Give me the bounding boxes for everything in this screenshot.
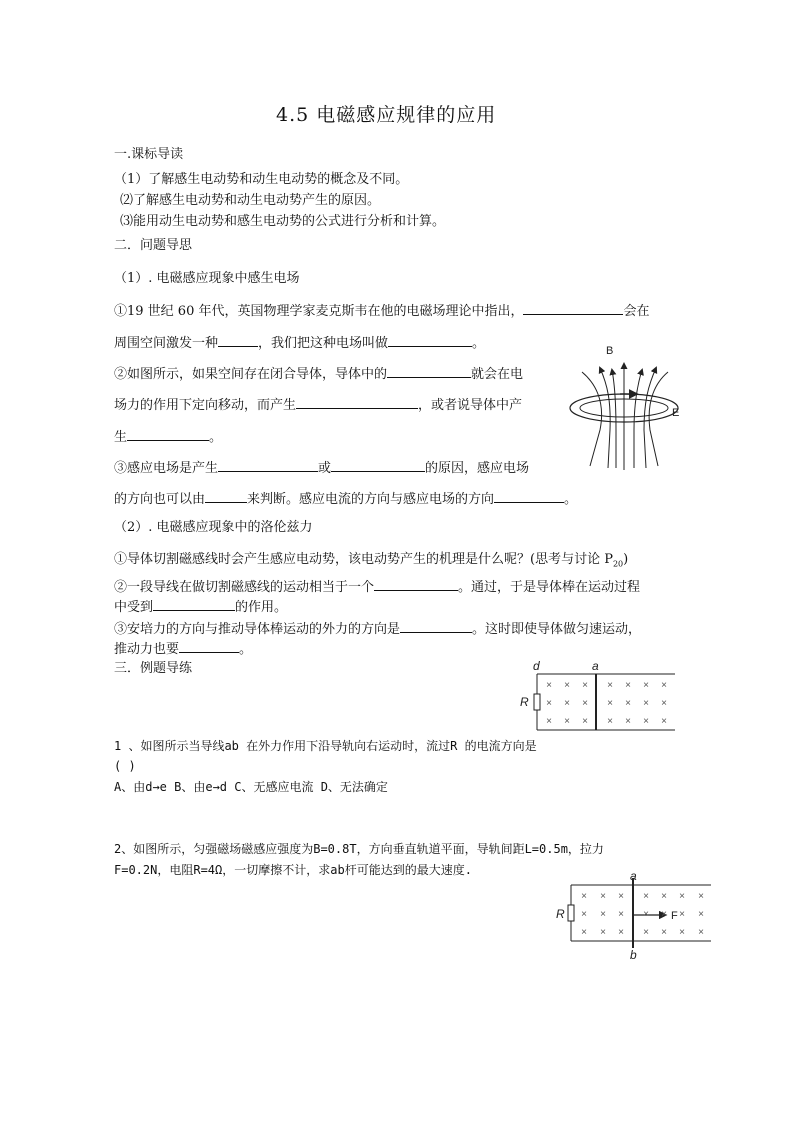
example-2-line-2: F=0.2N，电阻R=4Ω，一切摩擦不计，求ab杆可能达到的最大速度. [114,863,472,877]
field-cross-mark: × [625,716,631,727]
subsection-2: （2）. 电磁感应现象中的洛伦兹力 [114,520,313,535]
field-cross-mark: × [661,891,667,902]
question-2-line-1 [114,577,640,597]
blank-field[interactable] [494,489,564,503]
text: ③感应电场是产生 [114,461,219,476]
field-cross-mark: × [582,680,588,691]
text: 场力的作用下定向移动，而产生 [114,398,297,413]
blank-field[interactable] [218,458,318,472]
text: ②如图所示，如果空间存在闭合导体，导体中的 [114,367,388,382]
paragraph-3-line-1 [114,458,529,478]
resistor-r [534,694,540,710]
text: 来判断。感应电流的方向与感应电场的方向 [247,492,495,507]
text: 生 [114,430,128,445]
rails [568,878,711,948]
label-r: R [556,907,565,921]
induced-field-diagram [560,340,700,476]
field-cross-mark: × [546,698,552,709]
text: 。 [239,642,253,657]
magnetic-field-crosses [546,680,667,727]
paragraph-3-line-2 [114,489,577,509]
question-3-line-2 [114,639,252,659]
field-cross-mark: × [661,909,667,920]
text: 推动力也要 [114,642,180,657]
example-1-question: 1 、如图所示当导线ab 在外力作用下沿导轨向右运动时，流过R 的电流方向是 [114,739,537,753]
blank-field[interactable] [400,619,472,633]
field-cross-mark: × [661,716,667,727]
field-cross-mark: × [546,716,552,727]
subscript: 20 [612,559,624,569]
section-heading-3: 三．例题导练 [114,661,193,676]
field-cross-mark: × [582,698,588,709]
question-3-line-1 [114,619,641,639]
field-cross-mark: × [564,698,570,709]
paragraph-1-line-1 [114,301,650,321]
blank-field[interactable] [374,577,458,591]
field-cross-mark: × [600,909,606,920]
field-cross-mark: × [698,927,704,938]
blank-field[interactable] [388,333,472,347]
page-title: 4.5 电磁感应规律的应用 [276,104,497,126]
text: 中受到 [114,600,154,615]
field-cross-mark: × [600,891,606,902]
field-cross-mark: × [618,891,624,902]
blank-field[interactable] [153,597,235,611]
field-cross-mark: × [679,909,685,920]
objective-3: ⑶能用动生电动势和感生电动势的公式进行分析和计算。 [120,214,446,229]
rail-circuit-diagram-2 [553,870,713,960]
field-label-b: B [606,345,614,357]
label-f: F [671,910,678,922]
field-cross-mark: × [625,698,631,709]
field-cross-mark: × [618,909,624,920]
field-cross-mark: × [625,680,631,691]
blank-field[interactable] [331,458,425,472]
magnetic-field-crosses [581,891,704,938]
paragraph-2-line-3 [114,427,222,447]
text: 或 [318,461,332,476]
field-cross-mark: × [607,716,613,727]
label-d: d [533,659,540,673]
field-cross-mark: × [661,680,667,691]
field-cross-mark: × [698,909,704,920]
question-1 [114,551,628,574]
field-cross-mark: × [607,698,613,709]
field-cross-mark: × [643,680,649,691]
resistor-r [568,905,574,921]
rail-circuit-diagram-1 [515,658,680,734]
field-cross-mark: × [643,909,649,920]
paragraph-1-line-2 [114,333,485,353]
example-2-line-1: 2、如图所示，匀强磁场磁感应强度为B=0.8T，方向垂直轨道平面，导轨间距L=0.5m，拉力 [114,842,604,856]
label-a: a [630,870,637,883]
text: 的方向也可以由 [114,492,206,507]
label-r: R [520,695,529,709]
subsection-1: （1）. 电磁感应现象中感生电场 [114,271,300,286]
objective-2: ⑵了解感生电动势和动生电动势产生的原因。 [120,193,381,208]
field-cross-mark: × [679,927,685,938]
example-1-answer-bracket: ( ) [114,759,136,773]
text: ，或者说导体中产 [418,398,523,413]
field-cross-mark: × [581,891,587,902]
example-1-options: A、由d→e B、由e→d C、无感应电流 D、无法确定 [114,780,388,794]
field-cross-mark: × [643,891,649,902]
section-heading-2: 二．问题导思 [114,238,193,253]
field-cross-mark: × [698,891,704,902]
field-cross-mark: × [679,891,685,902]
field-cross-mark: × [546,680,552,691]
text: 。 [209,430,223,445]
field-cross-mark: × [564,680,570,691]
field-cross-mark: × [600,927,606,938]
text: ②一段导线在做切割磁感线的运动相当于一个 [114,580,375,595]
field-cross-mark: × [661,698,667,709]
blank-field[interactable] [387,364,471,378]
field-cross-mark: × [607,680,613,691]
text: ①导体切割磁感线时会产生感应电动势，该电动势产生的机理是什么呢？(思考与讨论 P [114,552,613,567]
field-label-e: E [672,407,680,419]
text: ，我们把这种电场叫做 [258,336,389,351]
field-cross-mark: × [582,716,588,727]
blank-field[interactable] [205,489,247,503]
text: 周围空间激发一种 [114,336,219,351]
rails [534,674,675,730]
text: 。 [564,492,578,507]
text: ①19 世纪 60 年代，英国物理学家麦克斯韦在他的电磁场理论中指出， [114,304,524,319]
paragraph-2-line-2 [114,395,522,415]
field-cross-mark: × [643,716,649,727]
text: 就会在电 [471,367,524,382]
text: 会在 [623,304,650,319]
text: 的原因，感应电场 [425,461,530,476]
field-cross-mark: × [643,927,649,938]
text: 的作用。 [235,600,288,615]
field-cross-mark: × [581,927,587,938]
section-heading-1: 一.课标导读 [114,147,184,162]
question-2-line-2 [114,597,287,617]
paragraph-2-line-1 [114,364,523,384]
field-cross-mark: × [643,698,649,709]
objective-1: （1）了解感生电动势和动生电动势的概念及不同。 [114,172,409,187]
text: ③安培力的方向与推动导体棒运动的外力的方向是 [114,622,401,637]
field-cross-mark: × [564,716,570,727]
label-b: b [630,948,637,960]
blank-field[interactable] [179,639,239,653]
blank-field[interactable] [523,301,623,315]
blank-field[interactable] [296,395,418,409]
text: 。 [472,336,486,351]
field-cross-mark: × [661,927,667,938]
text: 。这时即使导体做匀速运动， [472,622,642,637]
text: 。通过，于是导体棒在运动过程 [458,580,641,595]
text: ) [623,552,629,567]
field-cross-mark: × [581,909,587,920]
blank-field[interactable] [218,333,258,347]
label-a: a [592,659,599,673]
field-cross-mark: × [618,927,624,938]
blank-field[interactable] [127,427,209,441]
